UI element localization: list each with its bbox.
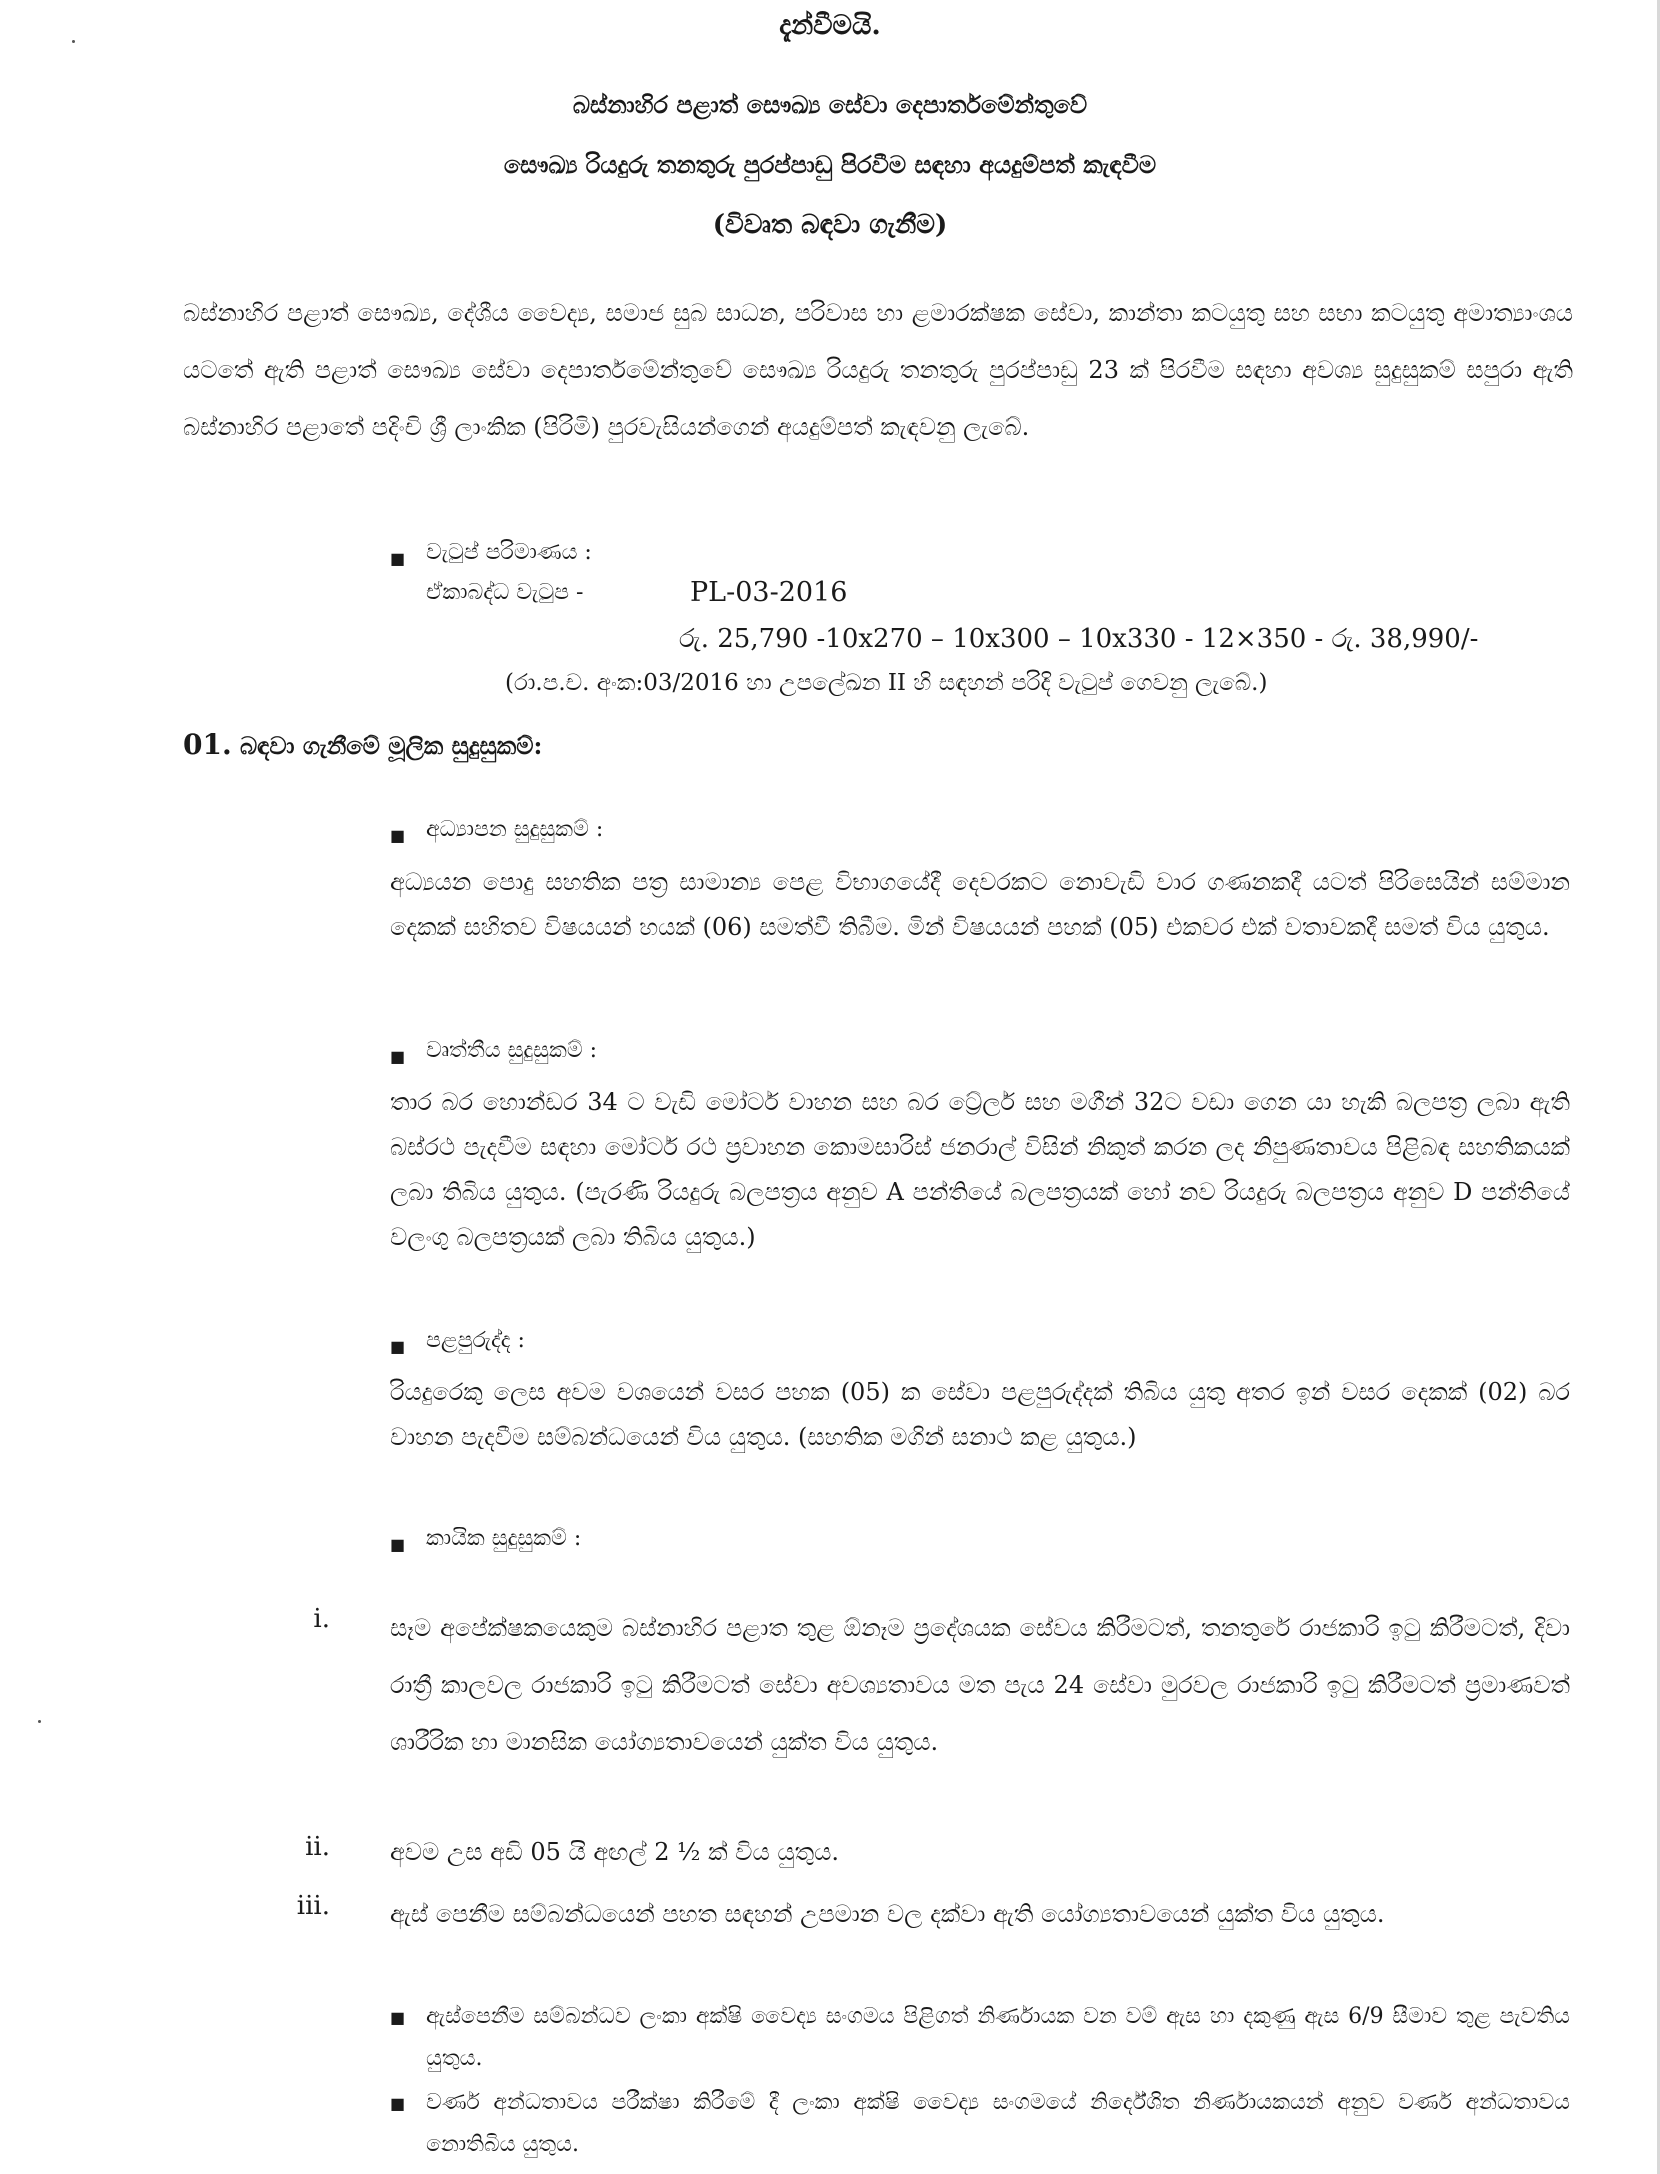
qualification-heading: වෘත්තීය සුදුසුකම් :	[426, 1038, 598, 1063]
item-number: i.	[313, 1604, 330, 1634]
salary-note: (රා.ප.ච. අංක:03/2016 හා උපලේඛන II හි සඳහන් පරිදි වැටුප් ගෙවනු ලැබේ.)	[505, 670, 1268, 696]
bullet-icon: ■	[390, 1535, 406, 1554]
bullet-icon: ■	[390, 2094, 406, 2113]
salary-code-label: ඒකාබද්ධ වැටුප -	[426, 580, 584, 605]
bullet-icon: ■	[390, 549, 406, 568]
eyesight-criterion: වර්ණ අන්ධතාවය පරීක්ෂා කිරීමේ දී ලංකා අක්ෂි වෛද්‍ය සංගමයේ නිර්දේශිත නිර්ණායකයන් අනුව වර්ණ අන්ධතාවය නොතිබිය යුතුය.	[426, 2090, 1570, 2157]
bullet-icon: ■	[390, 1337, 406, 1356]
intro-paragraph: බස්නාහිර පළාත් සෞඛ්‍ය, දේශීය වෛද්‍ය, සමාජ සුබ සාධන, පරිවාස හා ළමාරක්ෂක සේවා, කාන්තා කටයුතු සහ සභා කටයුතු අමාත්‍යාංශය යටතේ ඇති පළාත් සෞඛ්‍ය සේවා දෙපාර්තමේන්තුවේ සෞඛ්‍ය රියදුරු තනතුරු පුරප්පාඩු 23 ක් පිරවීම සඳහා අවශ්‍ය සුදුසුකම් සපුරා ඇති බස්නාහිර පළාතේ පදිංචි ශ්‍රී ලාංකික (පිරිමි) පුරවැසියන්ගෙන් අයදුම්පත් කැඳවනු ලැබේ.	[183, 299, 1573, 441]
subject-heading: සෞඛ්‍ය රියදුරු තනතුරු පුරප්පාඩු පිරවීම සඳහා අයදුම්පත් කැඳවීම	[503, 150, 1157, 179]
qualification-text: අධ්‍යයන පොදු සහතික පත්‍ර සාමාන්‍ය පෙළ විභාගයේදී දෙවරකට නොවැඩි වාර ගණනකදී යටත් පිරිසෙයින් සම්මාන දෙකක් සහිතව විෂයයන් හයක් (06) සමත්වී තිබීම. මින් විෂයයන් පහක් (05) එකවර එක් වතාවකදී සමත් විය යුතුය.	[390, 868, 1570, 941]
item-number: iii.	[296, 1891, 330, 1921]
scan-speck	[38, 1720, 41, 1723]
qualification-heading: අධ්‍යාපන සුදුසුකම් :	[426, 817, 604, 842]
bullet-icon: ■	[390, 1047, 406, 1066]
department-heading: බස්නාහිර පළාත් සෞඛ්‍ය සේවා දෙපාර්තමේන්තුවේ	[572, 90, 1088, 119]
salary-label: වැටුප් පරිමාණය :	[426, 540, 592, 565]
eyesight-criterion: ඇස්පෙනීම සම්බන්ධව ලංකා අක්ෂි වෛද්‍ය සංගමය පිළිගත් නිර්ණායක වන වම් ඇස හා දකුණු ඇස 6/9 සීමාව තුළ පැවතිය යුතුය.	[426, 2004, 1570, 2071]
item-number: ii.	[305, 1832, 330, 1862]
physical-text: ඇස් පෙනීම සම්බන්ධයෙන් පහත සඳහන් උපමාන වල දක්වා ඇති යෝග්‍යතාවයෙන් යුක්ත විය යුතුය.	[390, 1900, 1385, 1928]
qualification-heading: පළපුරුද්ද :	[426, 1328, 525, 1353]
section-title: බඳවා ගැනීමේ මූලික සුදුසුකම්:	[240, 731, 543, 760]
qualification-text: රියදුරෙකු ලෙස අවම වශයෙන් වසර පහක (05) ක සේවා පළපුරුද්දක් තිබිය යුතු අතර ඉන් වසර දෙකක් (02) බර වාහන පැදවීම සම්බන්ධයෙන් විය යුතුය. (සහතික මගින් සනාථ කළ යුතුය.)	[390, 1378, 1570, 1451]
salary-scale: රු. 25,790 -10x270 – 10x300 – 10x330 - 12×350 - රු. 38,990/-	[679, 624, 1479, 654]
salary-code: PL-03-2016	[690, 577, 848, 608]
bullet-icon: ■	[390, 2008, 406, 2027]
qualification-heading: කායික සුදුසුකම් :	[426, 1526, 582, 1551]
bullet-icon: ■	[390, 826, 406, 845]
physical-text: අවම උස අඩි 05 යි අඟල් 2 ½ ක් විය යුතුය.	[390, 1838, 839, 1866]
recruitment-type: (විවෘත බඳවා ගැනීම)	[712, 210, 948, 240]
notice-heading: දැන්වීමයි.	[779, 10, 881, 41]
physical-text: සෑම අපේක්ෂකයෙකුම බස්නාහිර පළාත තුළ ඕනෑම ප්‍රදේශයක සේවය කිරීමටත්, තනතුරේ රාජකාරි ඉටු කිරීමටත්, දිවා රාත්‍රී කාලවල රාජකාරි ඉටු කිරීමටත් සේවා අවශ්‍යතාවය මත පැය 24 සේවා මුරවල රාජකාරි ඉටු කිරීමටත් ප්‍රමාණවත් ශාරීරික හා මානසික යෝග්‍යතාවයෙන් යුක්ත විය යුතුය.	[390, 1614, 1570, 1756]
section-number: 01.	[183, 728, 232, 761]
qualification-text: තාර බර හොන්ඩර 34 ට වැඩි මෝටර් වාහන සහ බර ට්‍රේලර් සහ මගීන් 32ට වඩා ගෙන යා හැකි බලපත්‍ර ලබා ඇති බස්රථ පැදවීම සඳහා මෝටර් රථ ප්‍රවාහන කොමසාරිස් ජනරාල් විසින් නිකුත් කරන ලද නිපුණතාවය පිළිබඳ සහතිකයක් ලබා තිබිය යුතුය. (පැරණි රියදුරු බලපත්‍රය අනුව A පන්තියේ බලපත්‍රයක් හෝ නව රියදුරු බලපත්‍රය අනුව D පන්තියේ වලංගු බලපත්‍රයක් ලබා තිබිය යුතුය.)	[390, 1088, 1570, 1251]
